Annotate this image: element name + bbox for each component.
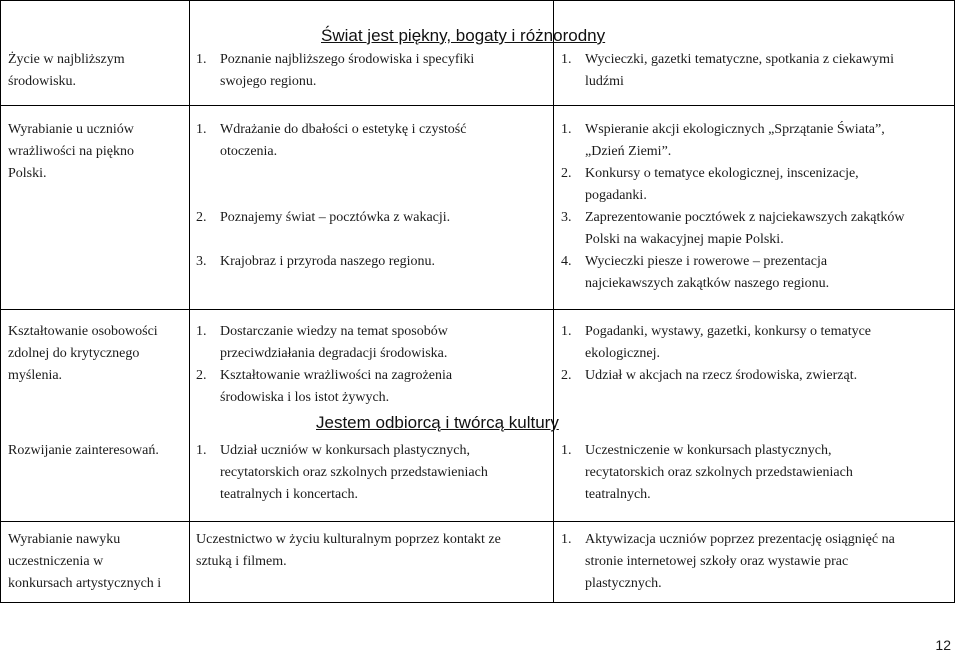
- content-cell: [196, 119, 466, 273]
- table-border-right: [954, 0, 955, 603]
- section-title: Jestem odbiorcą i twórcą kultury: [316, 413, 559, 432]
- content-cell: [196, 49, 474, 93]
- item-number: 1.: [561, 52, 572, 67]
- list-item: [196, 251, 466, 273]
- item-text: Uczestniczenie w konkursach plastycznych,: [585, 443, 832, 458]
- goal-line: konkursach artystycznych i: [8, 576, 162, 591]
- item-text: Wspieranie akcji ekologicznych „Sprzątanie Świata”,: [585, 122, 885, 137]
- item-text-cont: środowiska i los istot żywych.: [220, 390, 390, 405]
- list-item: [561, 251, 905, 273]
- list-item: [561, 529, 895, 551]
- item-text: Kształtowanie wrażliwości na zagrożenia: [220, 368, 453, 383]
- goal-line: Wyrabianie u uczniów: [8, 122, 134, 137]
- item-text-cont: stronie internetowej szkoły oraz wystawie prac: [585, 554, 849, 569]
- row-border: [0, 309, 955, 310]
- item-text-cont: przeciwdziałania degradacji środowiska.: [220, 346, 448, 361]
- goal-line: Rozwijanie zainteresowań.: [8, 443, 159, 458]
- item-text: Wycieczki, gazetki tematyczne, spotkania z ciekawymi: [585, 52, 894, 67]
- forms-cell: [561, 321, 871, 387]
- goal-cell: [8, 119, 134, 185]
- goal-line: wrażliwości na piękno: [8, 144, 134, 159]
- item-text-cont: teatralnych.: [585, 487, 651, 502]
- list-item: [196, 119, 466, 141]
- list-item: [196, 440, 488, 462]
- item-text: Poznanie najbliższego środowiska i specyfiki: [220, 52, 475, 67]
- goal-cell: [8, 529, 161, 595]
- item-text-cont: swojego regionu.: [220, 74, 317, 89]
- item-text: Wdrażanie do dbałości o estetykę i czystość: [220, 122, 467, 137]
- item-text: Udział w akcjach na rzecz środowiska, zwierząt.: [585, 368, 858, 383]
- item-number: 2.: [196, 368, 207, 383]
- content-cell: [196, 440, 488, 506]
- item-text: Dostarczanie wiedzy na temat sposobów: [220, 324, 448, 339]
- item-number: 4.: [561, 254, 572, 269]
- list-item: [196, 49, 474, 71]
- table-divider-2: [553, 0, 554, 603]
- goal-line: zdolnej do krytycznego: [8, 346, 140, 361]
- item-number: 1.: [196, 52, 207, 67]
- forms-cell: [561, 49, 894, 93]
- goal-cell: [8, 49, 125, 93]
- forms-cell: [561, 529, 895, 595]
- goal-cell: [8, 321, 158, 387]
- list-item: [196, 207, 466, 229]
- list-item: [561, 365, 871, 387]
- list-item: [561, 163, 905, 185]
- item-text: Krajobraz i przyroda naszego regionu.: [220, 254, 435, 269]
- list-item: [561, 321, 871, 343]
- row-border-top: [0, 0, 955, 1]
- content-cell: [196, 321, 452, 409]
- item-number: 2.: [561, 368, 572, 383]
- item-text: Zaprezentowanie pocztówek z najciekawszych zakątków: [585, 210, 905, 225]
- goal-cell: [8, 440, 159, 462]
- page-number: 12: [935, 637, 951, 653]
- item-text-cont: najciekawszych zakątków naszego regionu.: [585, 276, 830, 291]
- list-item: [196, 365, 452, 387]
- item-number: 1.: [196, 443, 207, 458]
- list-item: [196, 321, 452, 343]
- item-text-cont: teatralnych i koncertach.: [220, 487, 358, 502]
- list-item: [561, 119, 905, 141]
- item-text: Konkursy o tematyce ekologicznej, inscenizacje,: [585, 166, 859, 181]
- row-border: [0, 521, 955, 522]
- list-item: [561, 207, 905, 229]
- item-text-cont: recytatorskich oraz szkolnych przedstawieniach: [585, 465, 853, 480]
- item-text-cont: Polski na wakacyjnej mapie Polski.: [585, 232, 784, 247]
- goal-line: Polski.: [8, 166, 47, 181]
- item-text: Uczestnictwo w życiu kulturalnym poprzez kontakt ze: [196, 532, 501, 547]
- forms-cell: [561, 440, 853, 506]
- item-text: Aktywizacja uczniów poprzez prezentację osiągnięć na: [585, 532, 895, 547]
- content-cell: [196, 529, 501, 573]
- item-number: 1.: [196, 324, 207, 339]
- item-text: Udział uczniów w konkursach plastycznych,: [220, 443, 470, 458]
- item-number: 2.: [561, 166, 572, 181]
- forms-cell: [561, 119, 905, 295]
- item-number: 3.: [561, 210, 572, 225]
- goal-line: środowisku.: [8, 74, 77, 89]
- goal-line: uczestniczenia w: [8, 554, 104, 569]
- list-item: [561, 49, 894, 71]
- row-border-bottom: [0, 602, 955, 603]
- section-title: Świat jest piękny, bogaty i różnorodny: [321, 26, 606, 45]
- row-border: [0, 105, 955, 106]
- item-number: 1.: [561, 324, 572, 339]
- table-divider-1: [189, 0, 190, 603]
- goal-line: myślenia.: [8, 368, 63, 383]
- list-item: [561, 440, 853, 462]
- table-border-left: [0, 0, 1, 603]
- item-text-cont: pogadanki.: [585, 188, 647, 203]
- item-number: 3.: [196, 254, 207, 269]
- item-text-cont: recytatorskich oraz szkolnych przedstawieniach: [220, 465, 488, 480]
- item-text-cont: otoczenia.: [220, 144, 278, 159]
- item-number: 1.: [561, 122, 572, 137]
- item-number: 1.: [561, 532, 572, 547]
- item-text: Pogadanki, wystawy, gazetki, konkursy o tematyce: [585, 324, 872, 339]
- item-text-cont: ludźmi: [585, 74, 624, 89]
- item-number: 1.: [561, 443, 572, 458]
- item-text-cont: sztuką i filmem.: [196, 554, 287, 569]
- item-text: Poznajemy świat – pocztówka z wakacji.: [220, 210, 451, 225]
- goal-line: Kształtowanie osobowości: [8, 324, 158, 339]
- item-text-cont: „Dzień Ziemi”.: [585, 144, 672, 159]
- goal-line: Życie w najbliższym: [8, 52, 125, 67]
- item-number: 1.: [196, 122, 207, 137]
- item-text: Wycieczki piesze i rowerowe – prezentacja: [585, 254, 828, 269]
- item-text-cont: ekologicznej.: [585, 346, 661, 361]
- item-number: 2.: [196, 210, 207, 225]
- goal-line: Wyrabianie nawyku: [8, 532, 121, 547]
- item-text-cont: plastycznych.: [585, 576, 662, 591]
